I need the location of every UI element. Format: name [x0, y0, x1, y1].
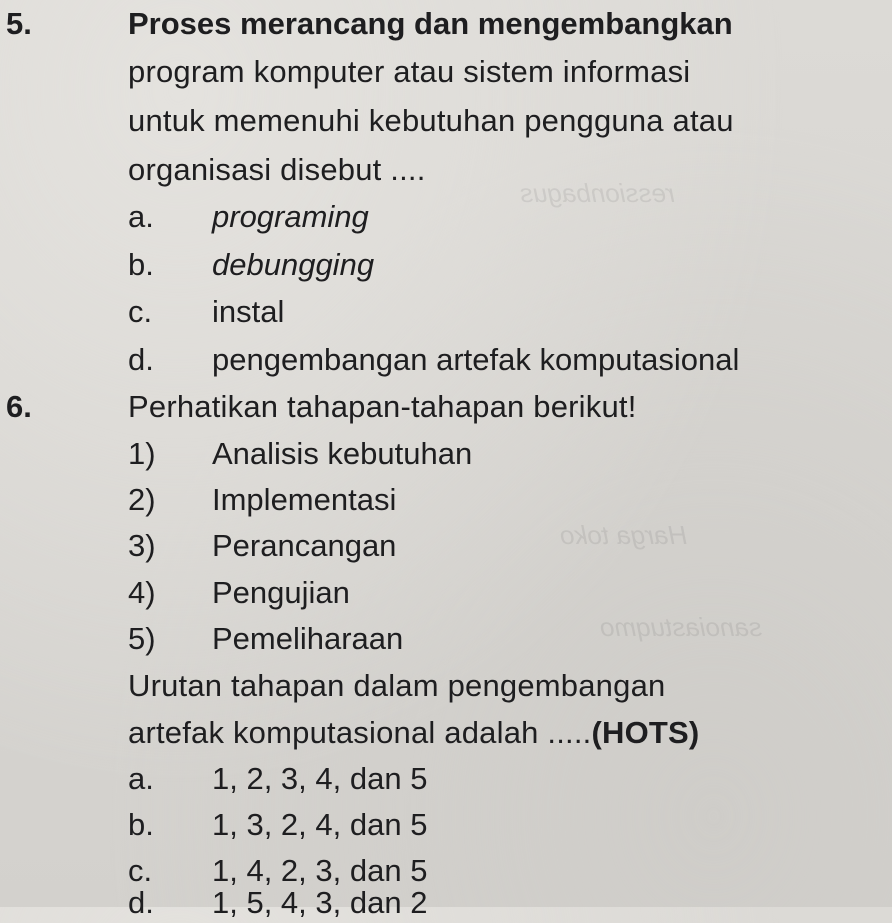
question-6-option-d-text[interactable]: 1, 5, 4, 3, dan 2: [212, 885, 428, 920]
question-5-option-b-letter[interactable]: b.: [128, 247, 154, 282]
hots-label: (HOTS): [591, 715, 700, 750]
bleed-through-text: ressionbagus: [520, 178, 675, 208]
bleed-through-text: Harga toko: [560, 520, 688, 550]
question-6-option-a-letter[interactable]: a.: [128, 761, 154, 796]
step-3-text: Perancangan: [212, 528, 397, 563]
question-6-option-b-letter[interactable]: b.: [128, 807, 154, 842]
question-6-prompt-text: artefak komputasional adalah .....: [128, 715, 592, 750]
step-2-number: 2): [128, 482, 156, 517]
question-6-option-d-letter[interactable]: d.: [128, 885, 154, 920]
step-5-text: Pemeliharaan: [212, 621, 404, 656]
question-5-option-c-text[interactable]: instal: [212, 294, 285, 329]
question-6-option-a-text[interactable]: 1, 2, 3, 4, dan 5: [212, 761, 428, 796]
step-1-number: 1): [128, 436, 156, 471]
question-5-option-d-text[interactable]: pengembangan artefak komputasional: [212, 342, 740, 377]
step-4-text: Pengujian: [212, 575, 350, 610]
step-3-number: 3): [128, 528, 156, 563]
question-6-prompt-line-1: Urutan tahapan dalam pengembangan: [128, 668, 666, 703]
question-6-option-c-text[interactable]: 1, 4, 2, 3, dan 5: [212, 853, 428, 888]
question-5-option-b-text[interactable]: debungging: [212, 247, 375, 282]
question-5-option-a-text[interactable]: programing: [212, 199, 369, 234]
question-6-option-c-letter[interactable]: c.: [128, 853, 153, 888]
question-5-stem-line-2: program komputer atau sistem informasi: [128, 54, 691, 89]
question-5-option-c-letter[interactable]: c.: [128, 294, 153, 329]
bleed-through-text: sanoiastuqmo: [600, 612, 762, 642]
question-6-stem: Perhatikan tahapan-tahapan berikut!: [128, 389, 637, 424]
question-5-option-a-letter[interactable]: a.: [128, 199, 154, 234]
step-4-number: 4): [128, 575, 156, 610]
question-5-option-d-letter[interactable]: d.: [128, 342, 154, 377]
question-5-stem-line-4: organisasi disebut ....: [128, 152, 426, 187]
question-6-option-b-text[interactable]: 1, 3, 2, 4, dan 5: [212, 807, 428, 842]
question-5-number: 5.: [6, 6, 32, 41]
step-2-text: Implementasi: [212, 482, 397, 517]
question-5-stem-line-1: Proses merancang dan mengembangkan: [128, 6, 733, 41]
question-6-prompt-line-2: [128, 713, 699, 753]
question-6-number: 6.: [6, 389, 32, 424]
question-5-stem-line-3: untuk memenuhi kebutuhan pengguna atau: [128, 103, 734, 138]
step-5-number: 5): [128, 621, 156, 656]
step-1-text: Analisis kebutuhan: [212, 436, 473, 471]
